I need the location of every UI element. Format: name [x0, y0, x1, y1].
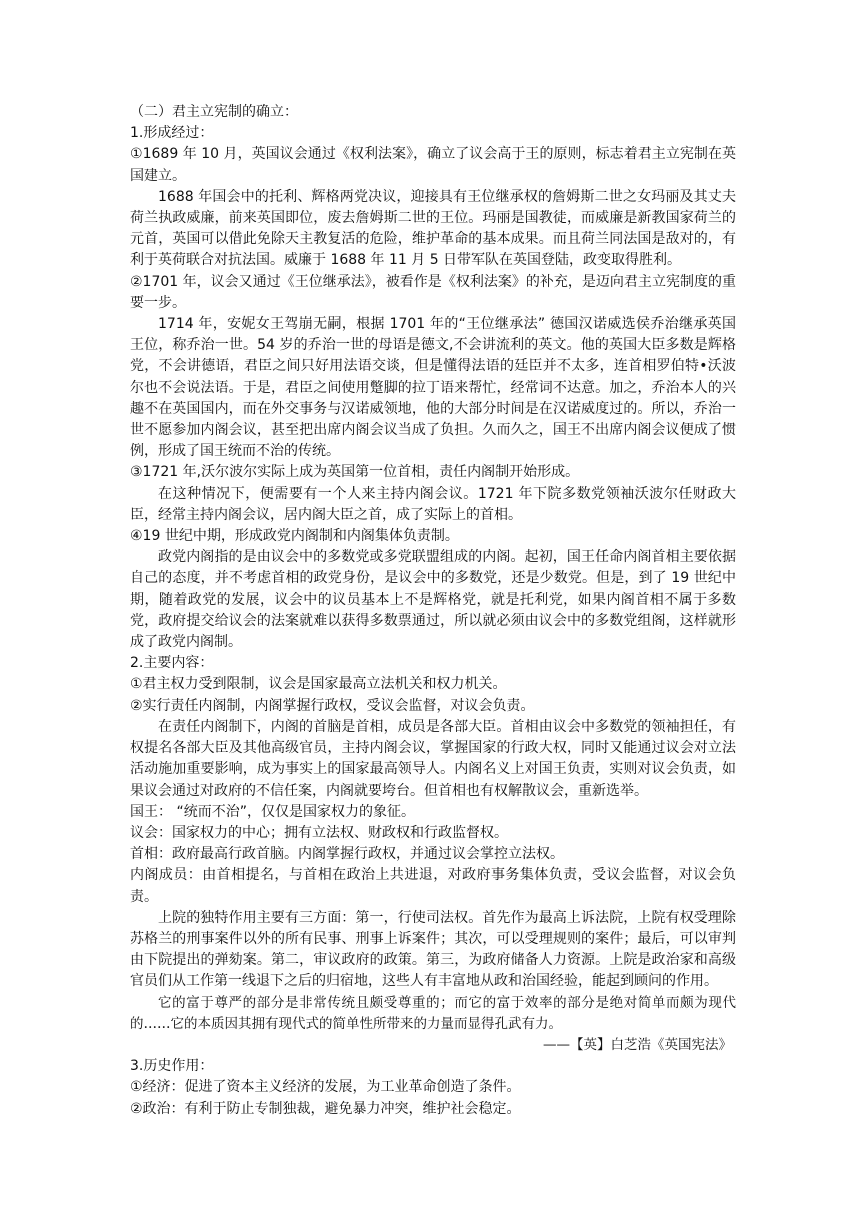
part2-heading: 2.主要内容：	[130, 655, 214, 672]
document-body	[130, 102, 736, 1120]
paragraph-2: 1688 年国会中的托利、辉格两党决议，迎接具有王位继承权的詹姆斯二世之女玛丽及其丈夫荷兰执政威廉，前来英国即位，废去詹姆斯二世的王位。玛丽是国教徒，而威廉是新教国家荷兰的元首，英国可以借此免除天主教复活的危险，维护革命的基本成果。而且荷兰同法国是敌对的，有利于英荷联合对抗法国。威廉于 1688 年 11 月 5 日带军队在英国登陆，政变取得胜利。	[130, 188, 736, 269]
paragraph-14: 首相：政府最高行政首脑。内阁掌握行政权，并通过议会掌控立法权。	[130, 846, 564, 863]
paragraph-13: 议会：国家权力的中心；拥有立法权、财政权和行政监督权。	[130, 824, 508, 841]
paragraph-3: ②1701 年，议会又通过《王位继承法》，被看作是《权利法案》的补充，是迈向君主立宪制度的重要一步。	[130, 273, 736, 311]
paragraph-16: 上院的独特作用主要有三方面：第一，行使司法权。首先作为最高上诉法院，上院有权受理除苏格兰的刑事案件以外的所有民事、刑事上诉案件；其次，可以受理规则的案件；最后，可以审判由下院提出的弹劾案。第二，审议政府的政策。第三，为政府储备人力资源。上院是政治家和高级官员们从工作第一线退下之后的归宿地，这些人有丰富地从政和治国经验，能起到顾问的作用。	[130, 909, 736, 990]
paragraph-5: ③1721 年,沃尔波尔实际上成为英国第一位首相，责任内阁制开始形成。	[130, 464, 580, 481]
paragraph-10: ②实行责任内阁制，内阁掌握行政权，受议会监督，对议会负责。	[130, 697, 535, 714]
paragraph-11: 在责任内阁制下，内阁的首脑是首相，成员是各部大臣。首相由议会中多数党的领袖担任，有权提名各部大臣及其他高级官员，主持内阁会议，掌握国家的行政大权，同时又能通过议会对立法活动施加重要影响，成为事实上的国家最高领导人。内阁名义上对国王负责，实则对议会负责，如果议会通过对政府的不信任案，内阁就要垮台。但首相也有权解散议会，重新选举。	[130, 718, 736, 799]
paragraph-15: 内阁成员：由首相提名，与首相在政治上共进退，对政府事务集体负责，受议会监督，对议会负责。	[130, 867, 736, 905]
paragraph-8: 政党内阁指的是由议会中的多数党或多党联盟组成的内阁。起初，国王任命内阁首相主要依据自己的态度，并不考虑首相的政党身份，是议会中的多数党，还是少数党。但是，到了 19 世纪中期，随着政党的发展，议会中的议员基本上不是辉格党，就是托利党，如果内阁首相不属于多数党，政府提交给议会的法案就难以获得多数票通过，所以就必须由议会中的多数党组阁，这样就形成了政党内阁制。	[130, 549, 736, 651]
paragraph-12: 国王： “统而不治”，仅仅是国家权力的象征。	[130, 803, 415, 820]
part3-heading: 3.历史作用：	[130, 1058, 214, 1075]
paragraph-7: ④19 世纪中期，形成政党内阁制和内阁集体负责制。	[130, 528, 459, 545]
paragraph-17: ①经济：促进了资本主义经济的发展，为工业革命创造了条件。	[130, 1079, 521, 1096]
paragraph-9: ①君主权力受到限制，议会是国家最高立法机关和权力机关。	[130, 676, 507, 693]
paragraph-1: ①1689 年 10 月，英国议会通过《权利法案》，确立了议会高于王的原则，标志着君主立宪制在英国建立。	[130, 146, 736, 184]
section-title: （二）君主立宪制的确立：	[130, 104, 298, 120]
paragraph-4: 1714 年，安妮女王驾崩无嗣，根据 1701 年的“王位继承法” 德国汉诺威选侯乔治继承英国王位，称乔治一世。54 岁的乔治一世的母语是德文,不会讲流利的英文。他的英国大臣多数是辉格党，不会讲德语，君臣之间只好用法语交谈，但是懂得法语的廷臣并不太多，连首相罗伯特•沃波尔也不会说法语。于是，君臣之间使用蹩脚的拉丁语来帮忙，经常词不达意。加之，乔治本人的兴趣不在英国国内，而在外交事务与汉诺威领地，他的大部分时间是在汉诺威度过的。所以，乔治一世不愿参加内阁会议，甚至把出席内阁会议当成了负担。久而久之，国王不出席内阁会议便成了惯例，形成了国王统而不治的传统。	[130, 316, 736, 460]
quote-text: 它的富于尊严的部分是非常传统且颇受尊重的；而它的富于效率的部分是绝对简单而颇为现代的……它的本质因其拥有现代式的简单性所带来的力量而显得孔武有力。	[130, 994, 736, 1032]
paragraph-18: ②政治：有利于防止专制独裁，避免暴力冲突，维护社会稳定。	[130, 1100, 521, 1117]
quote-source: ——【英】白芝浩《英国宪法》	[543, 1036, 732, 1053]
paragraph-6: 在这种情况下，便需要有一个人来主持内阁会议。1721 年下院多数党领袖沃波尔任财政大臣，经常主持内阁会议，居内阁大臣之首，成了实际上的首相。	[130, 485, 736, 523]
part1-heading: 1.形成经过：	[130, 125, 214, 142]
